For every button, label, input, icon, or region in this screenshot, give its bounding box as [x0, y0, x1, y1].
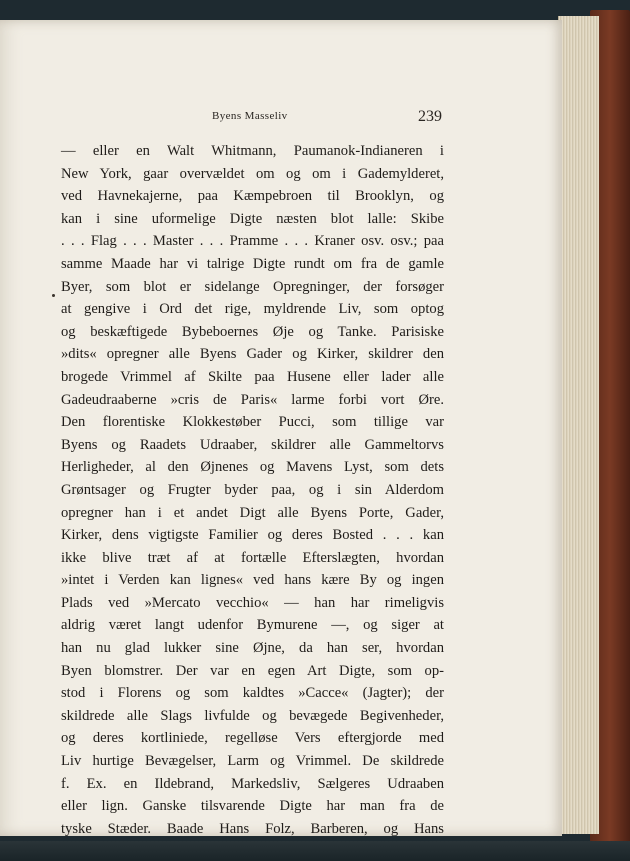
text-line: Herligheder, al den Øjnenes og Mavens Lyst, som dets — [61, 459, 444, 476]
text-line: opregner han i et andet Digt alle Byens Porte, Gader, — [61, 504, 444, 521]
text-line: og deres kortliniede, regelløse Vers eftergjorde med — [61, 730, 444, 747]
scan-background-strip — [0, 841, 630, 861]
text-line: stod i Florens og som kaldtes »Cacce« (Jagter); der — [61, 685, 444, 702]
page-header — [60, 108, 442, 128]
body-text — [61, 140, 444, 840]
text-line: tyske Stæder. Baade Hans Folz, Barberen, og Hans — [61, 820, 444, 837]
text-line: aldrig været langt udenfor Bymurene —, og siger at — [61, 617, 444, 634]
text-line: »intet i Verden kan lignes« ved hans kære By og ingen — [61, 572, 444, 589]
page-edges — [558, 16, 599, 834]
running-head: Byens Masseliv — [212, 110, 288, 122]
book-page — [0, 20, 562, 836]
margin-mark — [52, 294, 55, 297]
text-line: — eller en Walt Whitmann, Paumanok-Indianeren i — [61, 143, 444, 159]
text-line: kan i sine uformelige Digte næsten blot lalle: Skibe — [61, 210, 444, 227]
text-line: ikke blive træt af at fortælle Efterslægten, hvordan — [61, 549, 444, 566]
text-line: Kirker, dens vigtigste Familier og deres Bosted . . . kan — [61, 527, 444, 544]
text-line: f. Ex. en Ildebrand, Markedsliv, Sælgeres Udraaben — [61, 775, 444, 792]
text-line: Gadeudraaberne »cris de Paris« larme forbi vort Øre. — [61, 391, 444, 408]
text-line: eller lign. Ganske tilsvarende Digte har man fra de — [61, 798, 444, 815]
text-line: Grøntsager og Frugter byder paa, og i sin Alderdom — [61, 481, 444, 498]
text-line: »dits« opregner alle Byens Gader og Kirker, skildrer den — [61, 346, 444, 363]
page-number: 239 — [418, 108, 442, 125]
text-line: Liv hurtige Bevægelser, Larm og Vrimmel. De skildrede — [61, 753, 444, 770]
text-line: . . . Flag . . . Master . . . Pramme . . . Kraner osv. osv.; paa — [61, 233, 444, 250]
text-line: New York, gaar overvældet om og om i Gademylderet, — [61, 165, 444, 182]
text-line: Byens og Raadets Udraaber, skildrer alle Gammeltorvs — [61, 436, 444, 453]
text-line: skildrede alle Slags livfulde og bevægede Begivenheder, — [61, 707, 444, 724]
text-line: at gengive i Ord det rige, myldrende Liv, som optog — [61, 301, 444, 318]
text-line: ved Havnekajerne, paa Kæmpebroen til Brooklyn, og — [61, 188, 444, 205]
text-line: Plads ved »Mercato vecchio« — han har rimeligvis — [61, 594, 444, 611]
text-line: samme Maade har vi talrige Digte rundt om fra de gamle — [61, 255, 444, 272]
text-line: Byer, som blot er sidelange Opregninger, der forsøger — [61, 278, 444, 295]
text-line: Byen blomstrer. Der var en egen Art Digte, som op- — [61, 662, 444, 679]
text-line: han nu glad lukker sine Øjne, da han ser, hvordan — [61, 640, 444, 657]
text-line: og beskæftigede Bybeboernes Øje og Tanke. Parisiske — [61, 323, 444, 340]
text-line: Den florentiske Klokkestøber Pucci, som tillige var — [61, 414, 444, 431]
text-line: brogede Vrimmel af Skilte paa Husene eller lader alle — [61, 368, 444, 385]
